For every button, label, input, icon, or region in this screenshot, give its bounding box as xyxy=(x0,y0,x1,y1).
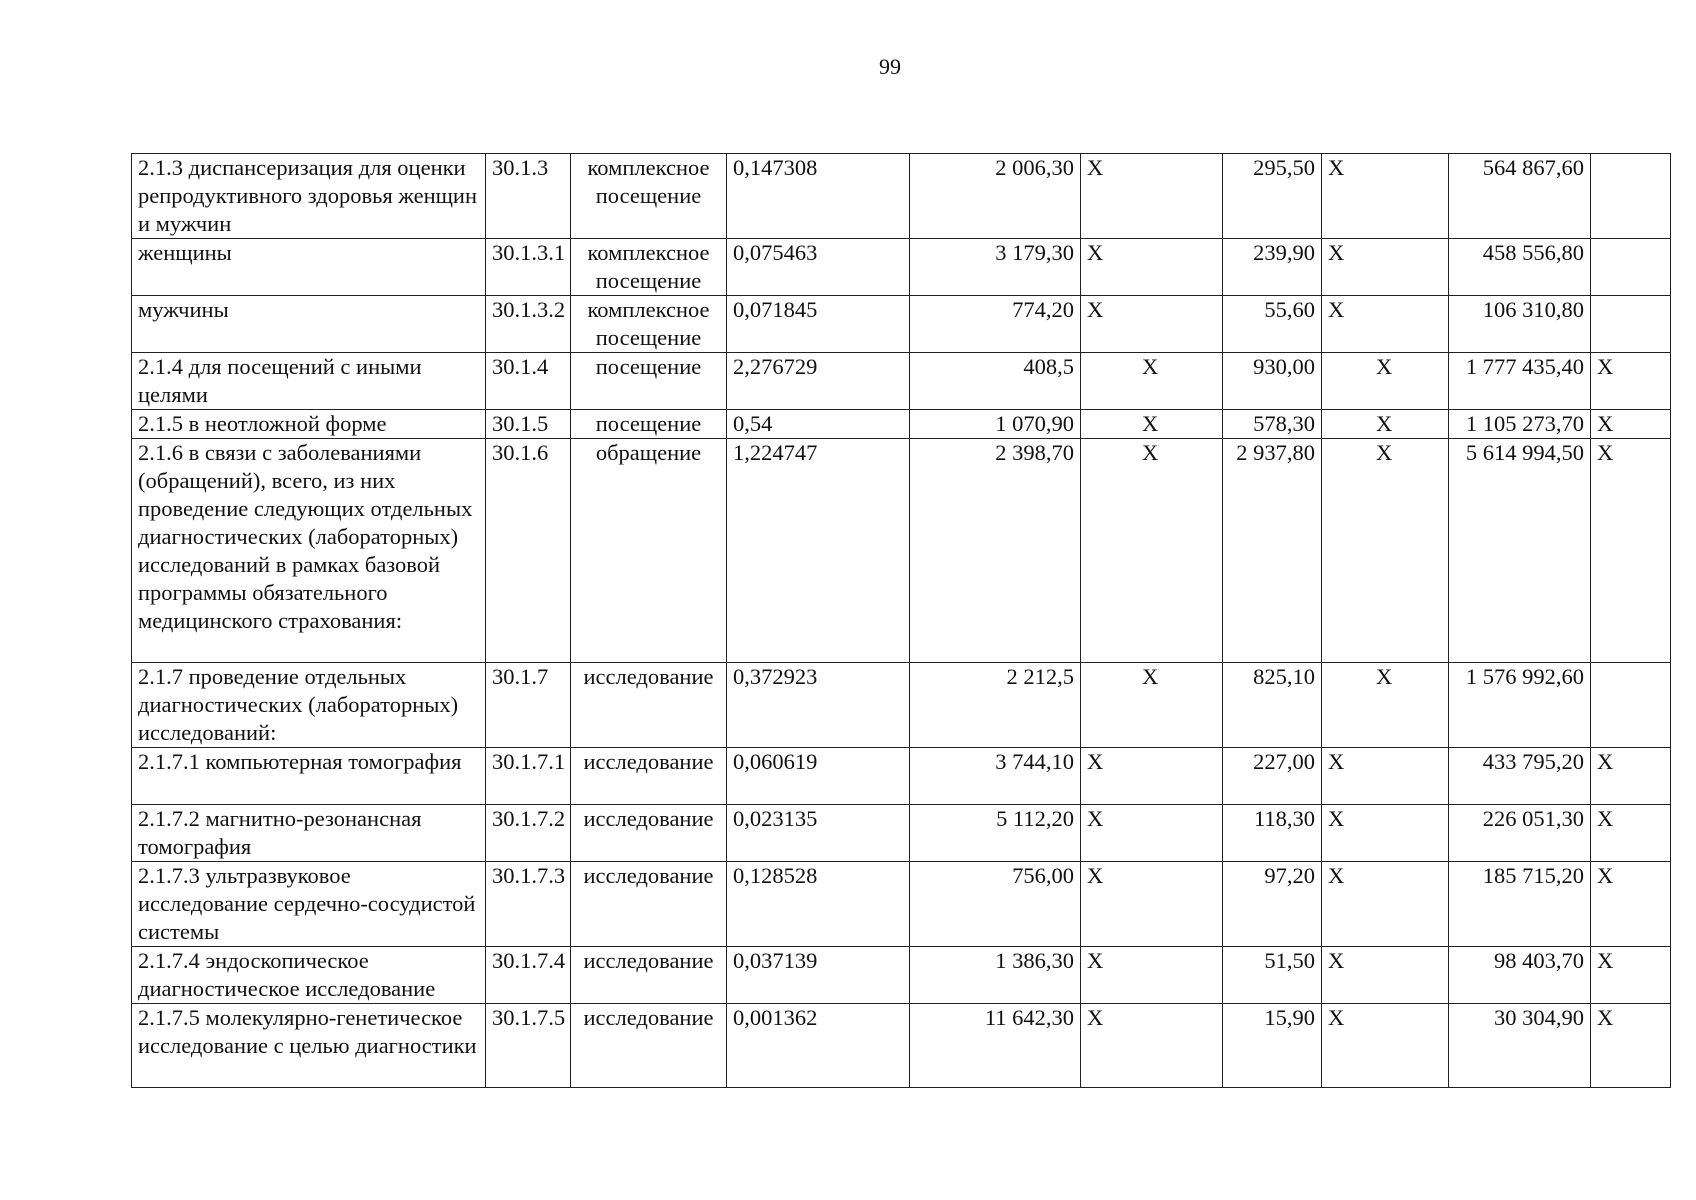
row-x-mark: X xyxy=(1591,410,1671,439)
row-x-mark: X xyxy=(1322,439,1449,663)
page-number: 99 xyxy=(879,54,901,79)
row-per-capita: 930,00 xyxy=(1223,353,1322,410)
row-name: 2.1.7.4 эндоскопическое диагностическое исследование xyxy=(132,947,486,1004)
row-x-mark xyxy=(1591,154,1671,239)
row-cost: 2 006,30 xyxy=(910,154,1081,239)
row-code: 30.1.7.1 xyxy=(486,748,571,805)
row-code: 30.1.7.3 xyxy=(486,862,571,947)
row-per-capita: 825,10 xyxy=(1223,663,1322,748)
table-row xyxy=(132,410,1671,439)
row-cost: 756,00 xyxy=(910,862,1081,947)
row-x-mark: X xyxy=(1322,947,1449,1004)
row-name: 2.1.6 в связи с заболеваниями (обращений), всего, из них проведение следующих отдельных диагностических (лабораторных) исследований в рамках базовой программы обязательного медицинского страхования: xyxy=(132,439,486,663)
row-total: 106 310,80 xyxy=(1449,296,1591,353)
row-per-capita: 2 937,80 xyxy=(1223,439,1322,663)
row-total: 1 105 273,70 xyxy=(1449,410,1591,439)
row-cost: 5 112,20 xyxy=(910,805,1081,862)
row-x-mark: X xyxy=(1081,439,1223,663)
row-x-mark: X xyxy=(1591,353,1671,410)
row-rate: 0,037139 xyxy=(727,947,910,1004)
table-row xyxy=(132,154,1671,239)
row-rate: 0,372923 xyxy=(727,663,910,748)
row-rate: 0,147308 xyxy=(727,154,910,239)
row-x-mark: X xyxy=(1322,353,1449,410)
row-unit: комплексное посещение xyxy=(571,154,727,239)
row-code: 30.1.3.1 xyxy=(486,239,571,296)
table-row xyxy=(132,862,1671,947)
row-code: 30.1.6 xyxy=(486,439,571,663)
row-total: 433 795,20 xyxy=(1449,748,1591,805)
row-cost: 774,20 xyxy=(910,296,1081,353)
row-total: 226 051,30 xyxy=(1449,805,1591,862)
row-x-mark: X xyxy=(1081,947,1223,1004)
row-x-mark: X xyxy=(1591,805,1671,862)
table-row xyxy=(132,296,1671,353)
row-per-capita: 578,30 xyxy=(1223,410,1322,439)
row-x-mark: X xyxy=(1081,296,1223,353)
row-code: 30.1.7.4 xyxy=(486,947,571,1004)
row-cost: 2 212,5 xyxy=(910,663,1081,748)
row-x-mark: X xyxy=(1081,805,1223,862)
row-name: 2.1.7.1 компьютерная томография xyxy=(132,748,486,805)
row-cost: 1 070,90 xyxy=(910,410,1081,439)
row-x-mark: X xyxy=(1322,239,1449,296)
row-x-mark: X xyxy=(1322,410,1449,439)
row-total: 185 715,20 xyxy=(1449,862,1591,947)
row-unit: исследование xyxy=(571,947,727,1004)
row-per-capita: 295,50 xyxy=(1223,154,1322,239)
row-per-capita: 97,20 xyxy=(1223,862,1322,947)
row-x-mark: X xyxy=(1081,1004,1223,1088)
table-row xyxy=(132,748,1671,805)
row-rate: 0,075463 xyxy=(727,239,910,296)
row-code: 30.1.7.2 xyxy=(486,805,571,862)
row-rate: 1,224747 xyxy=(727,439,910,663)
row-code: 30.1.7 xyxy=(486,663,571,748)
table-row xyxy=(132,663,1671,748)
table-row xyxy=(132,353,1671,410)
row-x-mark: X xyxy=(1081,154,1223,239)
row-x-mark: X xyxy=(1591,862,1671,947)
row-rate: 2,276729 xyxy=(727,353,910,410)
row-cost: 2 398,70 xyxy=(910,439,1081,663)
row-name: 2.1.7.3 ультразвуковое исследование сердечно-сосудистой системы xyxy=(132,862,486,947)
row-total: 1 576 992,60 xyxy=(1449,663,1591,748)
row-per-capita: 118,30 xyxy=(1223,805,1322,862)
row-name: 2.1.7 проведение отдельных диагностических (лабораторных) исследований: xyxy=(132,663,486,748)
row-name: мужчины xyxy=(132,296,486,353)
row-x-mark xyxy=(1591,663,1671,748)
row-unit: исследование xyxy=(571,748,727,805)
row-name: женщины xyxy=(132,239,486,296)
row-x-mark: X xyxy=(1322,748,1449,805)
row-rate: 0,060619 xyxy=(727,748,910,805)
row-x-mark: X xyxy=(1081,663,1223,748)
row-x-mark: X xyxy=(1322,862,1449,947)
row-total: 98 403,70 xyxy=(1449,947,1591,1004)
table-row xyxy=(132,805,1671,862)
row-cost: 11 642,30 xyxy=(910,1004,1081,1088)
row-rate: 0,023135 xyxy=(727,805,910,862)
row-total: 5 614 994,50 xyxy=(1449,439,1591,663)
row-rate: 0,071845 xyxy=(727,296,910,353)
row-rate: 0,54 xyxy=(727,410,910,439)
row-total: 564 867,60 xyxy=(1449,154,1591,239)
row-x-mark: X xyxy=(1081,410,1223,439)
row-x-mark: X xyxy=(1591,439,1671,663)
row-name: 2.1.4 для посещений с иными целями xyxy=(132,353,486,410)
row-x-mark: X xyxy=(1322,1004,1449,1088)
row-total: 30 304,90 xyxy=(1449,1004,1591,1088)
row-unit: посещение xyxy=(571,410,727,439)
row-rate: 0,001362 xyxy=(727,1004,910,1088)
row-unit: обращение xyxy=(571,439,727,663)
row-x-mark: X xyxy=(1322,296,1449,353)
row-unit: исследование xyxy=(571,805,727,862)
row-x-mark: X xyxy=(1591,1004,1671,1088)
row-code: 30.1.3 xyxy=(486,154,571,239)
row-x-mark: X xyxy=(1322,805,1449,862)
row-code: 30.1.5 xyxy=(486,410,571,439)
row-unit: комплексное посещение xyxy=(571,296,727,353)
row-x-mark: X xyxy=(1591,748,1671,805)
row-unit: исследование xyxy=(571,1004,727,1088)
row-x-mark: X xyxy=(1081,862,1223,947)
row-x-mark xyxy=(1591,239,1671,296)
row-code: 30.1.7.5 xyxy=(486,1004,571,1088)
row-x-mark: X xyxy=(1322,154,1449,239)
row-x-mark: X xyxy=(1081,239,1223,296)
row-rate: 0,128528 xyxy=(727,862,910,947)
row-name: 2.1.3 диспансеризация для оценки репродуктивного здоровья женщин и мужчин xyxy=(132,154,486,239)
row-name: 2.1.7.2 магнитно-резонансная томография xyxy=(132,805,486,862)
row-name: 2.1.5 в неотложной форме xyxy=(132,410,486,439)
row-code: 30.1.4 xyxy=(486,353,571,410)
row-per-capita: 227,00 xyxy=(1223,748,1322,805)
row-unit: исследование xyxy=(571,663,727,748)
row-per-capita: 55,60 xyxy=(1223,296,1322,353)
row-per-capita: 15,90 xyxy=(1223,1004,1322,1088)
row-x-mark xyxy=(1591,296,1671,353)
row-code: 30.1.3.2 xyxy=(486,296,571,353)
row-per-capita: 239,90 xyxy=(1223,239,1322,296)
row-x-mark: X xyxy=(1081,353,1223,410)
row-name: 2.1.7.5 молекулярно-генетическое исследование с целью диагностики xyxy=(132,1004,486,1088)
table-row xyxy=(132,439,1671,663)
row-cost: 3 744,10 xyxy=(910,748,1081,805)
row-unit: посещение xyxy=(571,353,727,410)
data-table xyxy=(131,153,1671,1088)
row-per-capita: 51,50 xyxy=(1223,947,1322,1004)
row-total: 458 556,80 xyxy=(1449,239,1591,296)
row-x-mark: X xyxy=(1322,663,1449,748)
row-x-mark: X xyxy=(1081,748,1223,805)
table-row xyxy=(132,947,1671,1004)
table-row xyxy=(132,1004,1671,1088)
row-unit: комплексное посещение xyxy=(571,239,727,296)
row-total: 1 777 435,40 xyxy=(1449,353,1591,410)
table-row xyxy=(132,239,1671,296)
row-cost: 408,5 xyxy=(910,353,1081,410)
row-x-mark: X xyxy=(1591,947,1671,1004)
row-unit: исследование xyxy=(571,862,727,947)
row-cost: 3 179,30 xyxy=(910,239,1081,296)
row-cost: 1 386,30 xyxy=(910,947,1081,1004)
